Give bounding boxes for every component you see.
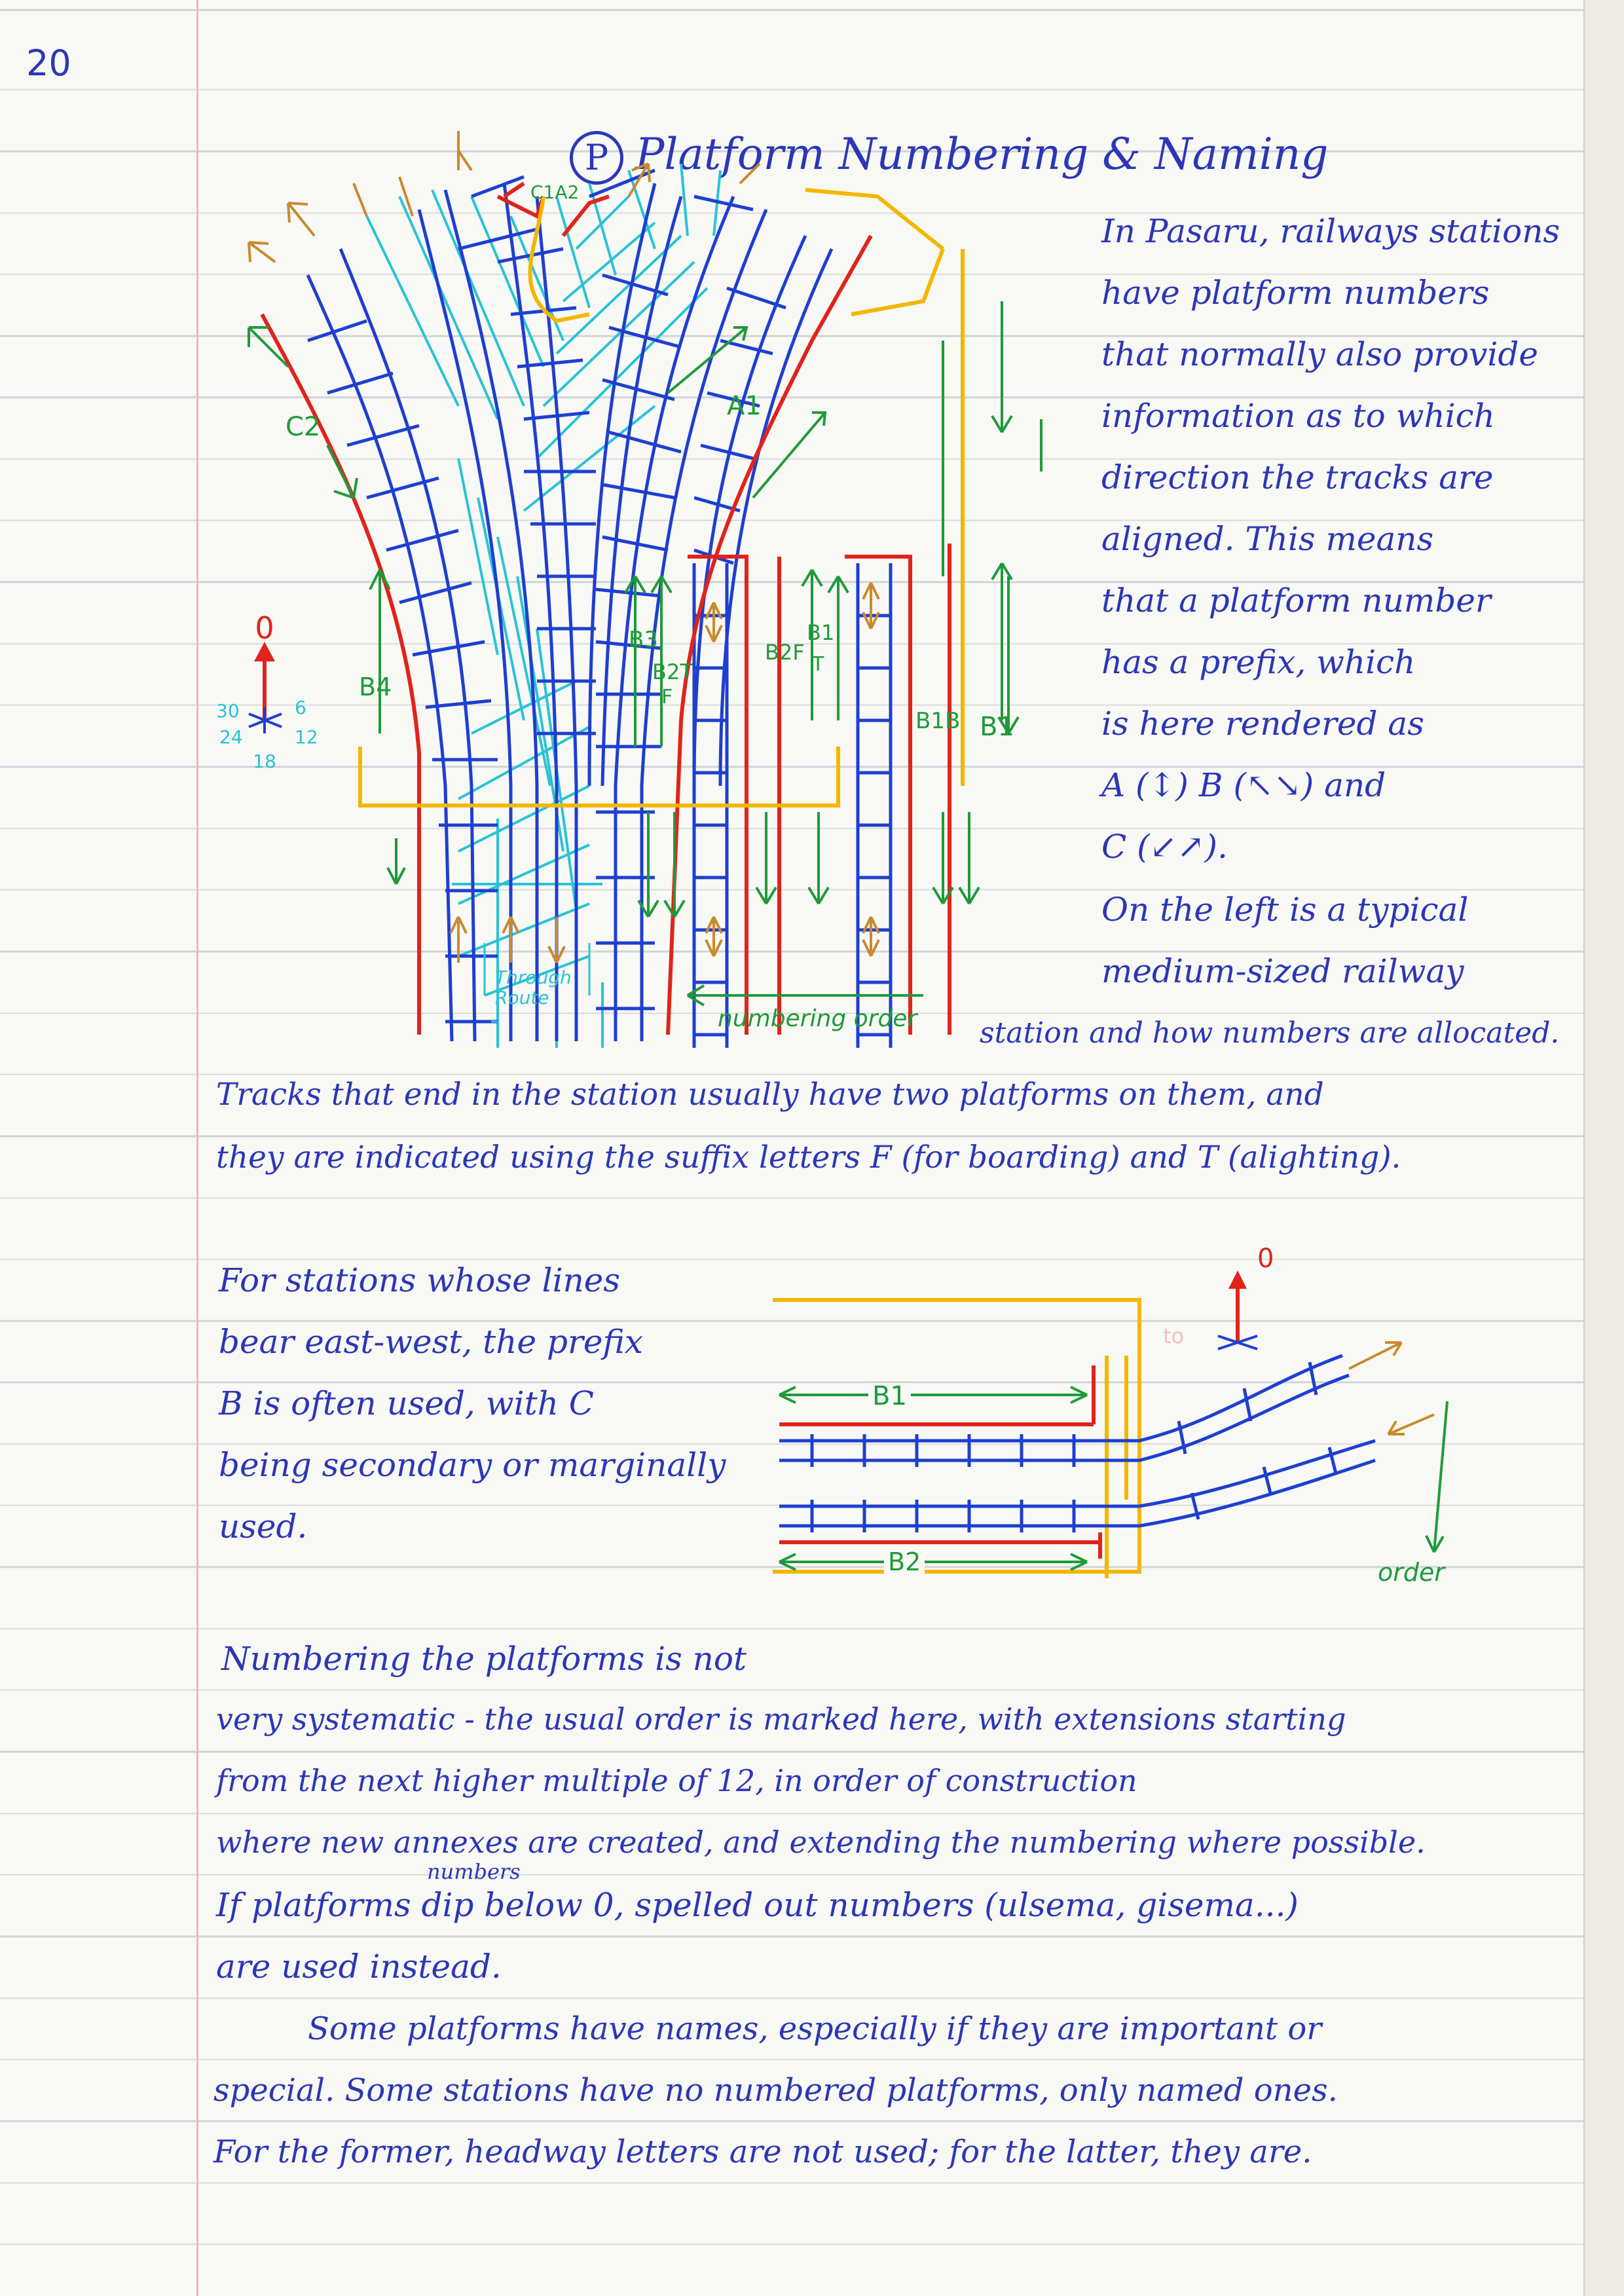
compass-nw: 30	[216, 700, 240, 722]
numbering-line-4: where new annexes are created, and extending the numbering where possible.	[216, 1824, 1426, 1860]
compass-ne: 6	[295, 697, 306, 718]
eastwest-compass	[1218, 1244, 1274, 1349]
label-through-route: Through Route	[495, 967, 572, 1009]
label-eastwest-b2: B2	[884, 1549, 925, 1574]
label-b4: B4	[359, 673, 392, 701]
intro-line-13: medium-sized railway	[1101, 952, 1464, 990]
intro-line-9: is here rendered as	[1101, 705, 1424, 743]
numbering-line-6: are used instead.	[216, 1948, 502, 1986]
numbering-line-5: If platforms dip below 0, spelled out numbers (ulsema, gisema...)	[216, 1886, 1299, 1924]
intro-line-6: aligned. This means	[1101, 520, 1434, 558]
label-b1t-small: T	[812, 653, 824, 676]
label-b2f-small: F	[661, 686, 673, 709]
intro-line-8: has a prefix, which	[1101, 643, 1416, 681]
suffix-line-1: Tracks that end in the station usually have two platforms on them, and	[216, 1077, 1324, 1113]
intro-line-3: that normally also provide	[1101, 335, 1538, 373]
label-c1a2: C1A2	[530, 181, 580, 203]
label-b3: B3	[629, 627, 658, 653]
intro-line-14: station and how numbers are allocated.	[980, 1016, 1560, 1050]
compass-south: 18	[253, 750, 276, 772]
numbering-line-1: Numbering the platforms is not	[221, 1640, 747, 1678]
insert-note: numbers	[427, 1859, 521, 1884]
intro-line-12: On the left is a typical	[1101, 891, 1469, 929]
intro-line-2: have platform numbers	[1101, 274, 1490, 312]
eastwest-compass-north: 0	[1257, 1244, 1274, 1274]
intro-line-7: that a platform number	[1101, 582, 1491, 620]
label-a1: A1	[727, 391, 762, 421]
compass-north: 0	[255, 610, 274, 646]
eastwest-line-3: B is often used, with C	[219, 1384, 595, 1422]
intro-line-4: information as to which	[1101, 397, 1495, 435]
label-eastwest-to: to	[1163, 1324, 1185, 1348]
label-b1b: B1B	[915, 708, 961, 734]
label-eastwest-order: order	[1378, 1558, 1445, 1587]
intro-line-5: direction the tracks are	[1101, 458, 1494, 496]
eastwest-line-4: being secondary or marginally	[219, 1446, 726, 1484]
eastwest-line-2: bear east-west, the prefix	[219, 1323, 643, 1361]
compass-east: 12	[295, 726, 318, 748]
label-c2: C2	[286, 412, 321, 442]
names-line-2: special. Some stations have no numbered platforms, only named ones.	[213, 2072, 1338, 2109]
eastwest-line-5: used.	[219, 1508, 308, 1546]
numbering-line-2: very systematic - the usual order is marked here, with extensions starting	[216, 1701, 1346, 1737]
label-numbering-order: numbering order	[718, 1005, 917, 1032]
intro-line-1: In Pasaru, railways stations	[1101, 212, 1560, 250]
page-number: 20	[26, 43, 71, 84]
compass-west: 24	[219, 726, 243, 748]
intro-line-10: A (↕) B (↖↘) and	[1101, 766, 1386, 804]
intro-line-11: C (↙↗).	[1101, 828, 1228, 866]
title-text: Platform Numbering & Naming	[635, 129, 1329, 179]
label-b1: B1	[980, 712, 1014, 742]
names-line-3: For the former, headway letters are not used; for the latter, they are.	[213, 2134, 1312, 2170]
eastwest-tracks	[779, 1356, 1375, 1532]
label-b2t: B2T	[652, 659, 693, 684]
label-b1t: B1	[807, 620, 835, 645]
names-line-1: Some platforms have names, especially if they are important or	[308, 2010, 1322, 2047]
suffix-line-2: they are indicated using the suffix letters F (for boarding) and T (alighting).	[216, 1139, 1401, 1176]
eastwest-line-1: For stations whose lines	[219, 1261, 621, 1299]
title-prefix-circle: P	[570, 131, 623, 185]
numbering-line-3: from the next higher multiple of 12, in order of construction	[216, 1763, 1137, 1798]
label-b2f: B2F	[765, 640, 805, 665]
label-eastwest-b1: B1	[868, 1383, 911, 1409]
eastwest-orange-arrows	[1349, 1342, 1434, 1434]
